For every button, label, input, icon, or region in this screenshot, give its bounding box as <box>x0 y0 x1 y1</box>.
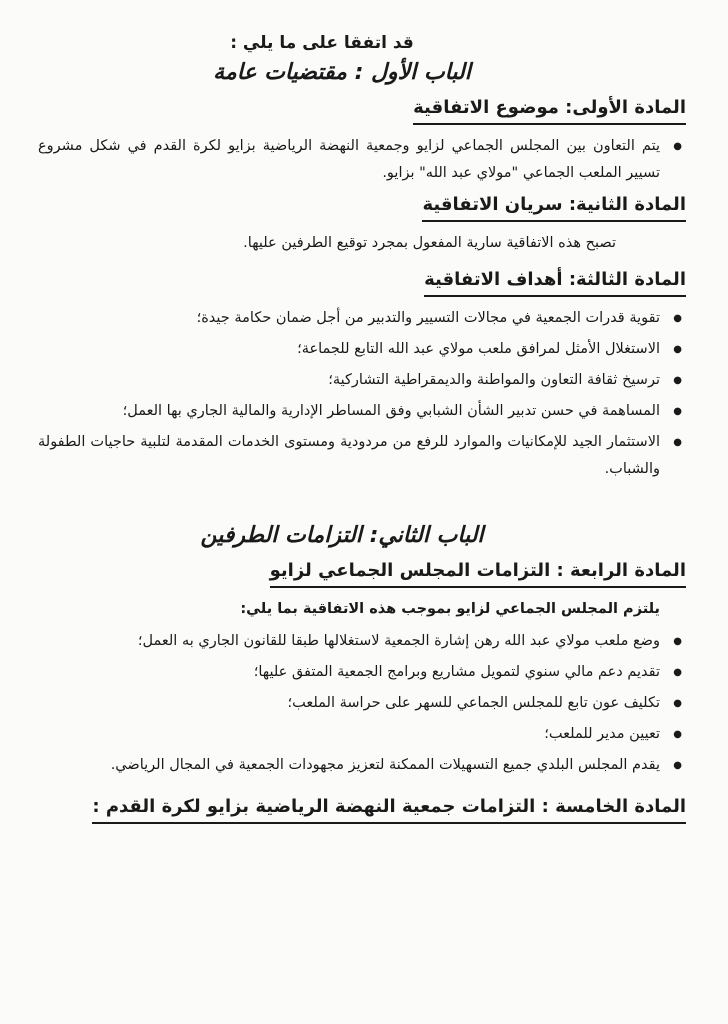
article-4 <box>38 557 686 588</box>
article-3 <box>38 266 686 297</box>
article-4-title: المادة الرابعة : التزامات المجلس الجماعي لزايو <box>270 557 686 588</box>
list-item: ● ترسيخ ثقافة التعاون والمواطنة والديمقراطية التشاركية؛ <box>38 367 686 394</box>
list-item: ● تقوية قدرات الجمعية في مجالات التسيير والتدبير من أجل ضمان حكامة جيدة؛ <box>38 305 686 332</box>
intro-line: قد اتفقا على ما يلي : <box>230 33 414 53</box>
article-1-list <box>38 133 686 187</box>
article-5-title: المادة الخامسة : التزامات جمعية النهضة الرياضية بزايو لكرة القدم : <box>92 793 686 824</box>
article-2-title: المادة الثانية: سريان الاتفاقية <box>422 191 686 222</box>
chapter-1-title: الباب الأول : مقتضيات عامة <box>213 60 471 85</box>
list-item: ● تعيين مدير للملعب؛ <box>38 721 686 748</box>
article-5 <box>38 793 686 824</box>
article-1 <box>38 94 686 125</box>
list-item: ● يتم التعاون بين المجلس الجماعي لزايو وجمعية النهضة الرياضية بزايو لكرة القدم في شكل مشروع تسيير الملعب الجماعي "مولاي عبد الله" بزايو. <box>38 133 686 187</box>
article-1-title: المادة الأولى: موضوع الاتفاقية <box>413 94 686 125</box>
list-item: ● يقدم المجلس البلدي جميع التسهيلات الممكنة لتعزيز مجهودات الجمعية في المجال الرياضي. <box>38 752 686 779</box>
list-item: ● تقديم دعم مالي سنوي لتمويل مشاريع وبرامج الجمعية المتفق عليها؛ <box>38 659 686 686</box>
article-2 <box>38 191 686 222</box>
article-4-list <box>38 628 686 779</box>
list-item: ● الاستغلال الأمثل لمرافق ملعب مولاي عبد الله التابع للجماعة؛ <box>38 336 686 363</box>
article-3-list <box>38 305 686 483</box>
list-item: ● تكليف عون تابع للمجلس الجماعي للسهر على حراسة الملعب؛ <box>38 690 686 717</box>
article-2-text: تصبح هذه الاتفاقية سارية المفعول بمجرد توقيع الطرفين عليها. <box>243 235 616 251</box>
list-item: ● المساهمة في حسن تدبير الشأن الشبابي وفق المساطر الإدارية والمالية الجاري بها العمل؛ <box>38 398 686 425</box>
chapter-2-title: الباب الثاني: التزامات الطرفين <box>200 523 484 548</box>
article-4-lead: يلتزم المجلس الجماعي لزايو بموجب هذه الاتفاقية بما يلي: <box>240 601 660 617</box>
article-3-title: المادة الثالثة: أهداف الاتفاقية <box>424 266 686 297</box>
list-item: ● الاستثمار الجيد للإمكانيات والموارد للرفع من مردودية ومستوى الخدمات المقدمة لتلبية حاجيات الطفولة والشباب. <box>38 429 686 483</box>
list-item: ● وضع ملعب مولاي عبد الله رهن إشارة الجمعية لاستغلالها طبقا للقانون الجاري به العمل؛ <box>38 628 686 655</box>
